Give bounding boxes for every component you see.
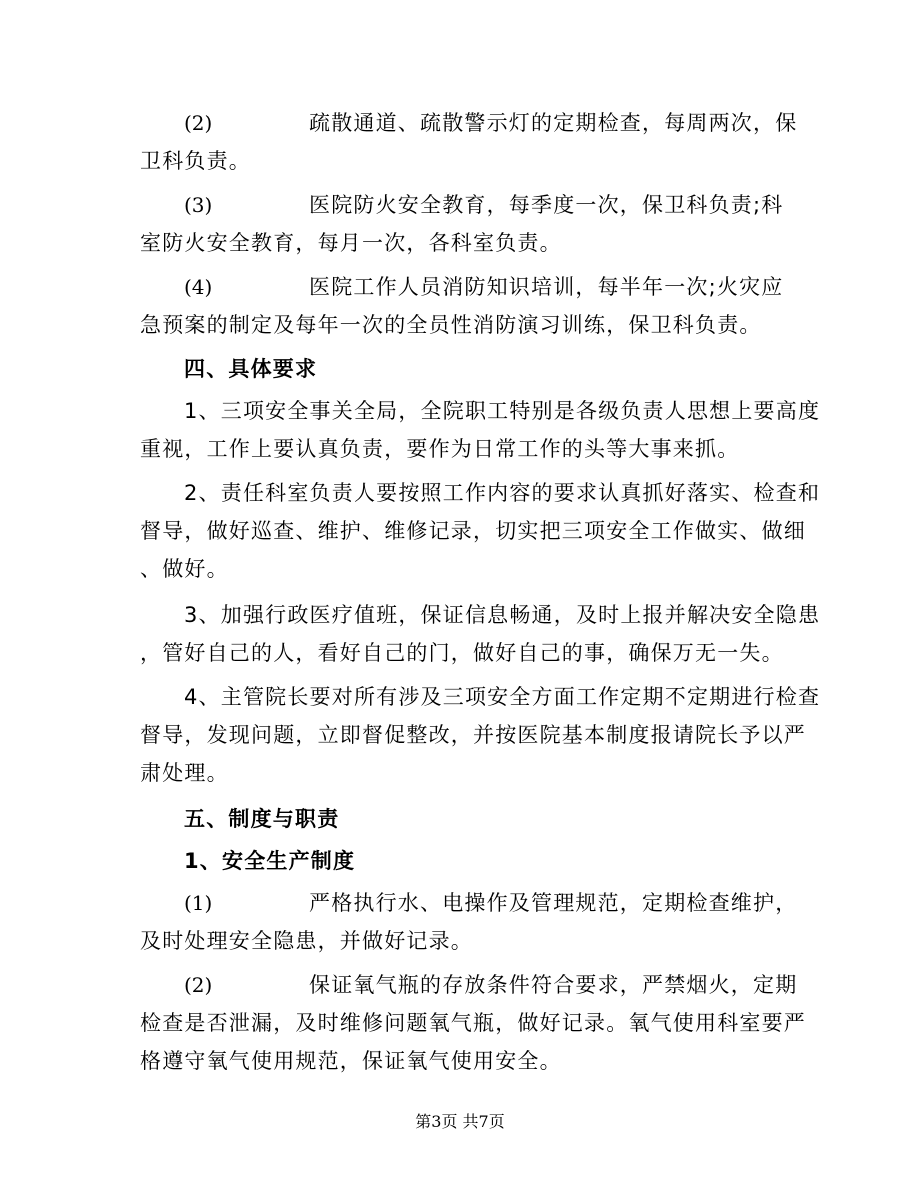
paragraph-line: 督导，发现问题，立即督促整改，并按医院基本制度报请院长予以严 (140, 723, 806, 747)
section-heading-4: 四、具体要求 (184, 357, 318, 381)
item-number: (2) (184, 111, 213, 135)
paragraph-line: 3、加强行政医疗值班，保证信息畅通，及时上报并解决安全隐患 (184, 603, 821, 627)
paragraph-item-3-fire-education (140, 186, 790, 262)
subsection-heading-1: 1、安全生产制度 (184, 849, 356, 873)
paragraph-requirement-3 (140, 596, 821, 672)
paragraph-line: 及时处理安全隐患，并做好记录。 (140, 929, 473, 953)
paragraph-line: 肃处理。 (140, 761, 229, 785)
paragraph-item-1-water-electricity (140, 884, 798, 960)
paragraph-line: (3) 医院防火安全教育，每季度一次，保卫科负责;科 (140, 186, 790, 224)
paragraph-line: (4) 医院工作人员消防知识培训，每半年一次;火灾应 (140, 268, 790, 306)
paragraph-line: (2) 保证氧气瓶的存放条件符合要求，严禁烟火，定期 (140, 966, 790, 1004)
paragraph-item-2-oxygen (140, 966, 806, 1080)
paragraph-requirement-2 (140, 474, 821, 588)
paragraph-line: 4、主管院长要对所有涉及三项安全方面工作定期不定期进行检查 (184, 685, 821, 709)
page-number-footer: 第3页 共7页 (415, 1112, 505, 1131)
paragraph-item-4-training (140, 268, 790, 344)
paragraph-item-2-evacuation (140, 104, 798, 180)
paragraph-line: ，管好自己的人，看好自己的门，做好自己的事，确保万无一失。 (140, 641, 784, 665)
paragraph-line: 室防火安全教育，每月一次，各科室负责。 (140, 231, 562, 255)
paragraph-line: 、做好。 (140, 557, 229, 581)
paragraph-line: 重视，工作上要认真负责，要作为日常工作的头等大事来抓。 (140, 437, 740, 461)
paragraph-requirement-4 (140, 678, 821, 792)
item-number: (3) (184, 193, 213, 217)
paragraph-line: 急预案的制定及每年一次的全员性消防演习训练，保卫科负责。 (140, 313, 762, 337)
paragraph-line: 卫科负责。 (140, 149, 251, 173)
paragraph-line: (1) 严格执行水、电操作及管理规范，定期检查维护， (140, 884, 790, 922)
paragraph-line: (2) 疏散通道、疏散警示灯的定期检查，每周两次，保 (140, 104, 790, 142)
paragraph-requirement-1 (140, 392, 821, 468)
paragraph-line: 1、三项安全事关全局，全院职工特别是各级负责人思想上要高度 (184, 399, 821, 423)
paragraph-line: 督导，做好巡查、维护、维修记录，切实把三项安全工作做实、做细 (140, 519, 806, 543)
item-number: (1) (184, 891, 213, 915)
paragraph-line: 检查是否泄漏，及时维修问题氧气瓶，做好记录。氧气使用科室要严 (140, 1011, 806, 1035)
item-number: (4) (184, 275, 213, 299)
section-heading-5: 五、制度与职责 (184, 807, 340, 831)
paragraph-line: 格遵守氧气使用规范，保证氧气使用安全。 (140, 1049, 562, 1073)
item-number: (2) (184, 973, 213, 997)
paragraph-line: 2、责任科室负责人要按照工作内容的要求认真抓好落实、检查和 (184, 481, 821, 505)
